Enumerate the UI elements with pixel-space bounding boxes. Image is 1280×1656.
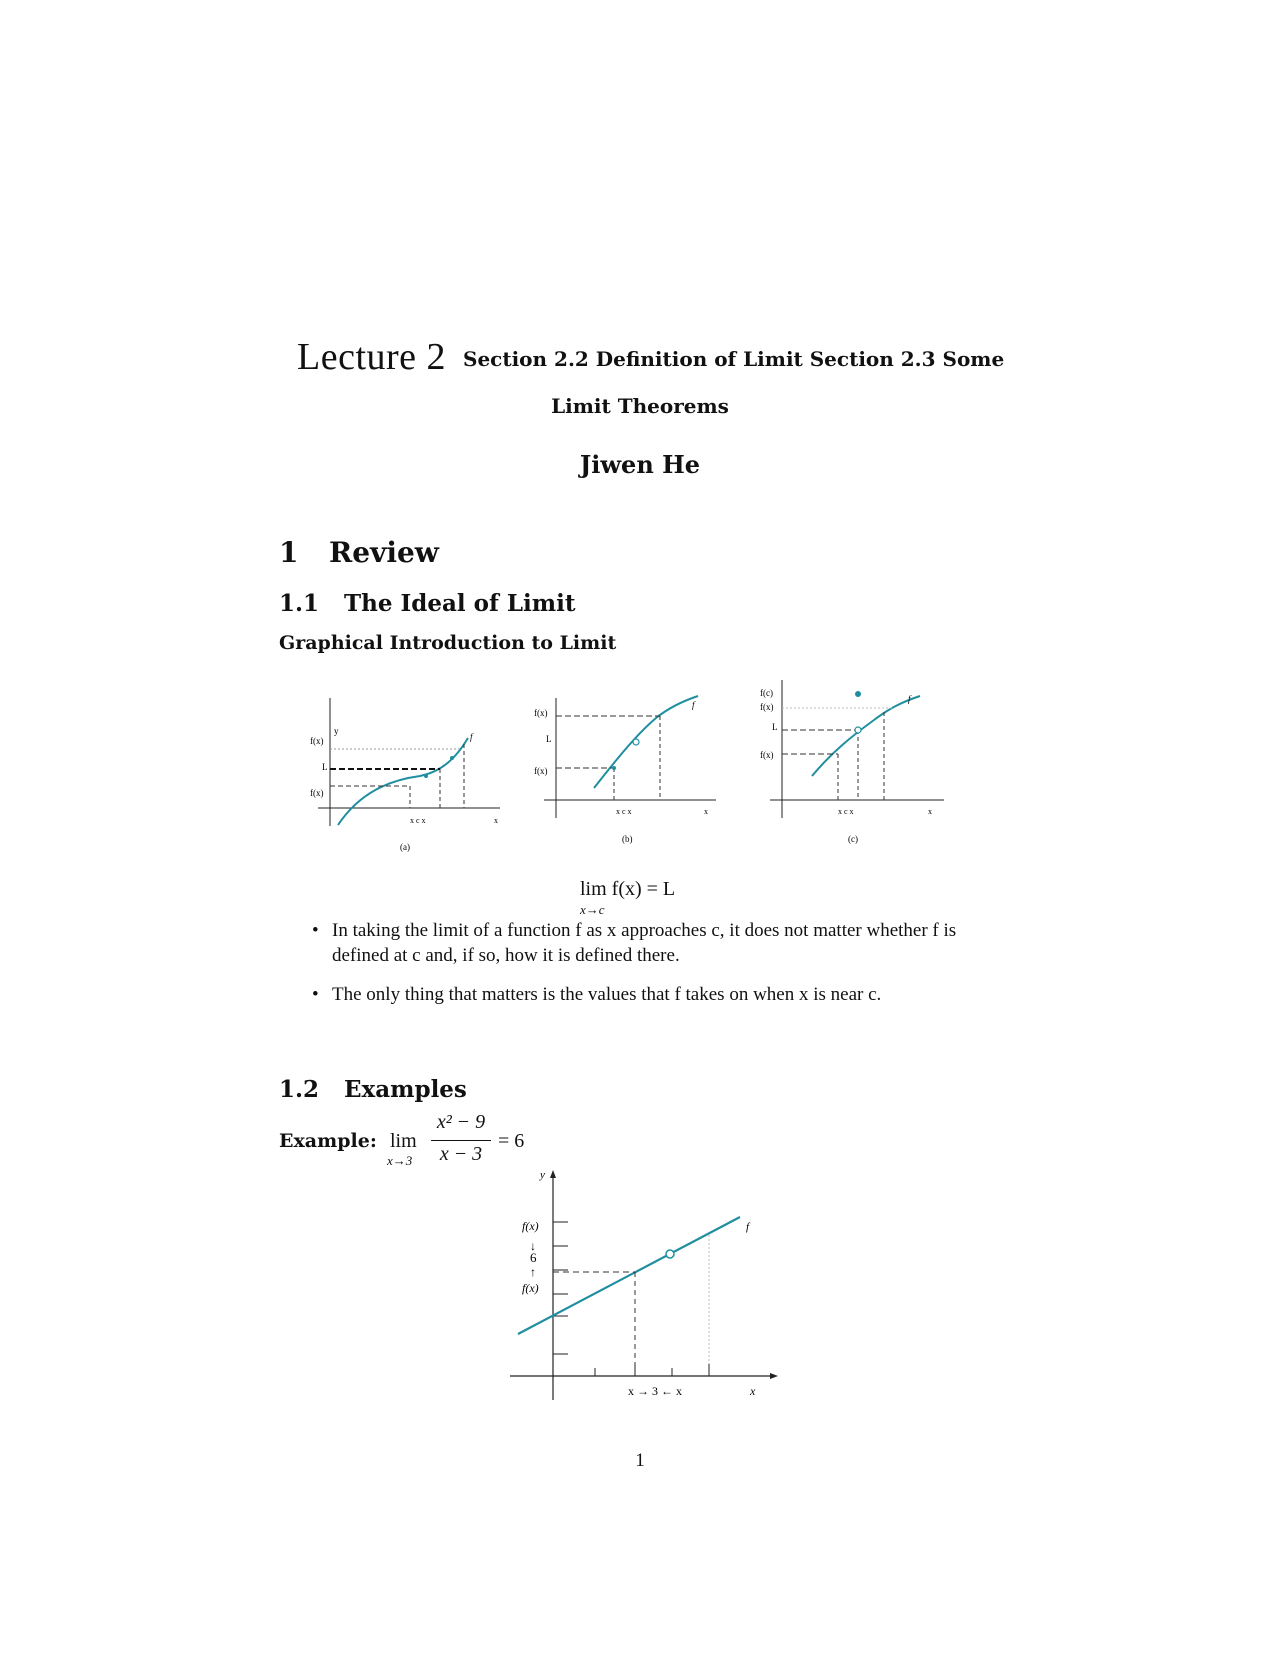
eg-fx-bottom: f(x) xyxy=(522,1281,539,1295)
limit-subscript: x→c xyxy=(580,902,605,917)
section-number: 1 xyxy=(279,536,299,569)
fig-c-fx-bottom: f(x) xyxy=(760,750,774,760)
example-graph xyxy=(470,1162,790,1414)
eg-arrow-up: ↑ xyxy=(530,1265,536,1279)
limit-equation xyxy=(580,878,676,917)
page-number: 1 xyxy=(635,1450,645,1471)
eg-fx-top: f(x) xyxy=(522,1219,539,1233)
fig-b-f: f xyxy=(692,700,695,710)
author: Jiwen He xyxy=(579,450,701,479)
bullet-text: In taking the limit of a function f as x approaches c, it does not matter whether f is defined at c and, if so, how it is defined there. xyxy=(332,920,957,966)
section-title: Review xyxy=(329,536,439,569)
example-result: = 6 xyxy=(498,1130,525,1152)
limit-figures xyxy=(300,680,1020,860)
title-sections-line2: Limit Theorems xyxy=(551,394,729,418)
fig-a-fx-bottom: f(x) xyxy=(310,788,324,798)
example-numerator: x² − 9 xyxy=(436,1111,486,1133)
fig-c-f: f xyxy=(908,694,911,704)
fig-a-x-axis: x xyxy=(494,816,498,825)
fig-a-fx-top: f(x) xyxy=(310,736,324,746)
eg-x-axis: x xyxy=(750,1384,756,1398)
example-denominator: x − 3 xyxy=(439,1143,483,1165)
fig-c-fx-top: f(x) xyxy=(760,702,774,712)
eg-arrow-down: ↓ xyxy=(530,1239,536,1253)
fig-b-L: L xyxy=(546,734,552,744)
fig-a-x-ticks: x c x xyxy=(410,816,426,825)
bullet-list xyxy=(308,918,1000,1021)
subsection-heading xyxy=(279,590,575,617)
fig-a-y-label: y xyxy=(334,726,339,736)
figure-b xyxy=(534,696,716,844)
fig-c-x-axis: x xyxy=(928,807,932,816)
subsection-title: The Ideal of Limit xyxy=(344,590,576,617)
subsection-heading-examples xyxy=(279,1076,467,1103)
fig-a-caption: (a) xyxy=(400,842,410,852)
fig-b-x-ticks: x c x xyxy=(616,807,632,816)
section-heading xyxy=(279,536,439,569)
paragraph-heading: Graphical Introduction to Limit xyxy=(279,632,617,654)
eg-y-label: y xyxy=(540,1169,545,1181)
example-label: Example: xyxy=(279,1130,377,1152)
subsection-number: 1.1 xyxy=(279,590,320,617)
fig-c-x-ticks: x c x xyxy=(838,807,854,816)
figure-c xyxy=(760,680,944,844)
title-sections-line1: Section 2.2 Definition of Limit Section 2.3 Some xyxy=(463,347,1005,371)
fig-b-x-axis: x xyxy=(704,807,708,816)
subsection-title: Examples xyxy=(344,1076,467,1103)
fig-c-L: L xyxy=(772,722,778,732)
fig-a-f: f xyxy=(470,732,473,742)
eg-x-ticks: x → 3 ← x xyxy=(628,1384,682,1398)
eg-six: 6 xyxy=(530,1250,537,1265)
fig-c-fc: f(c) xyxy=(760,688,773,698)
bullet-text: The only thing that matters is the values that f takes on when x is near c. xyxy=(332,984,882,1005)
fig-b-fx-bottom: f(x) xyxy=(534,766,548,776)
list-item: • In taking the limit of a function f as x approaches c, it does not matter whether f is defined at c and, if so, how it is defined there. xyxy=(312,920,957,966)
limit-expression: lim f(x) = L xyxy=(580,878,676,900)
example-lim: lim xyxy=(390,1130,417,1152)
figure-a xyxy=(310,698,500,852)
subsection-number: 1.2 xyxy=(279,1076,320,1103)
fig-b-fx-top: f(x) xyxy=(534,708,548,718)
lecture-title: Lecture 2 xyxy=(297,336,447,378)
fig-a-L: L xyxy=(322,762,328,772)
fig-b-caption: (b) xyxy=(622,834,633,844)
eg-f-label: f xyxy=(746,1221,750,1233)
fig-c-caption: (c) xyxy=(848,834,858,844)
list-item: • The only thing that matters is the values that f takes on when x is near c. xyxy=(312,984,882,1005)
example-lim-sub: x→3 xyxy=(387,1153,413,1168)
fraction-bar xyxy=(431,1140,491,1141)
